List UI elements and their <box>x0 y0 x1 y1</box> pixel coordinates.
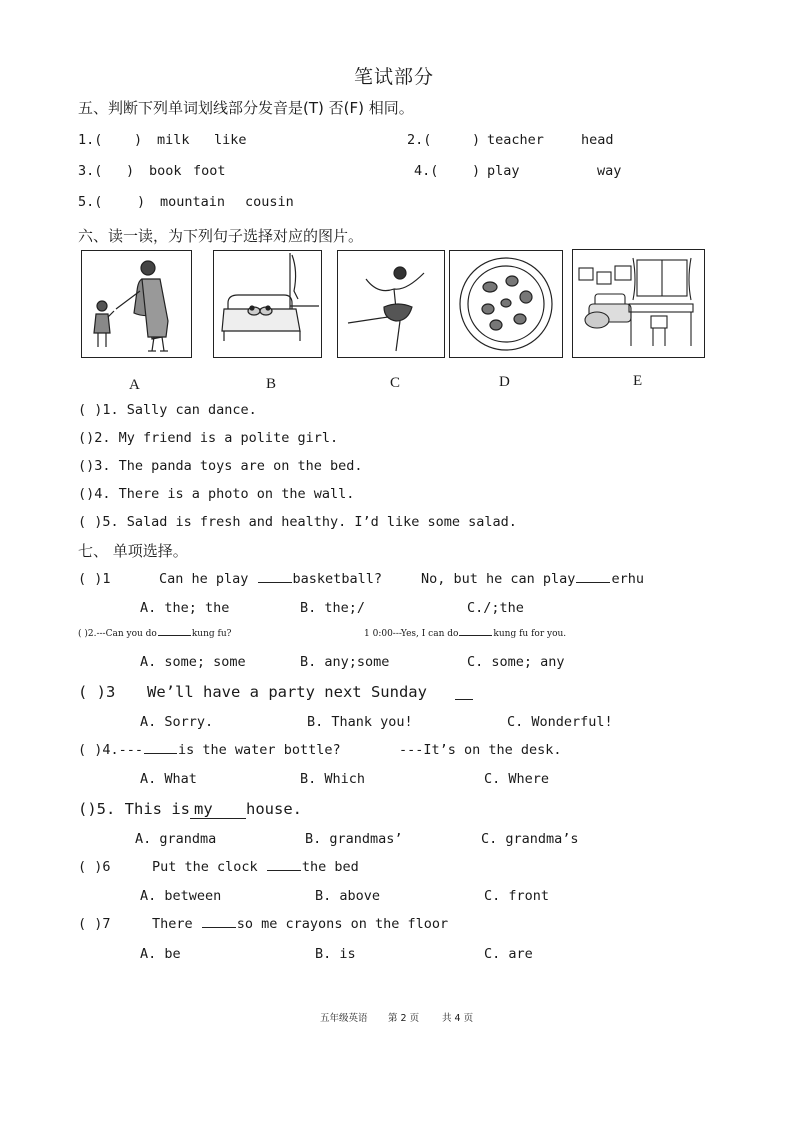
salad-plate-illustration <box>450 251 562 357</box>
picture-e <box>572 249 705 358</box>
q3-blank <box>455 699 473 700</box>
sentence-1: ( )1. Sally can dance. <box>78 402 257 418</box>
q6-blank <box>267 869 301 871</box>
q2-text-c: 1 0:00---Yes, I can do <box>364 629 459 639</box>
q1-text-c: No, but he can play <box>421 571 576 587</box>
q5-option-b: B. grandmas’ <box>305 831 403 847</box>
q6-text-b: the bed <box>301 859 359 875</box>
item-5-close: ) <box>137 194 146 210</box>
sentence-3: ()3. The panda toys are on the bed. <box>78 458 363 474</box>
q1-text-a: Can he play <box>159 571 249 587</box>
q4-option-c: C. Where <box>484 771 550 787</box>
item-3-word-1: book <box>149 163 182 179</box>
q5-text-b: my <box>194 800 213 818</box>
q2-option-a: A. some; some <box>140 654 246 670</box>
q5-text-c: house. <box>246 800 302 818</box>
q4-option-b: B. Which <box>300 771 366 787</box>
q2-text-b: kung fu? <box>191 629 232 639</box>
q7-option-c: C. are <box>484 946 533 962</box>
sentence-5: ( )5. Salad is fresh and healthy. I’d like some salad. <box>78 514 517 530</box>
item-5-word-1: mountain <box>160 194 226 210</box>
q6-option-b: B. above <box>315 888 381 904</box>
q7-number: ( )7 <box>78 916 111 932</box>
footer-page: 第 2 页 <box>388 1013 420 1024</box>
item-5-word-2: cousin <box>245 194 294 210</box>
q2-number: ( )2.---Can you do <box>78 629 157 639</box>
q4-option-a: A. What <box>140 771 197 787</box>
dancer-illustration <box>338 251 444 357</box>
q5-text-a: This is <box>124 800 190 818</box>
bed-illustration <box>214 251 321 357</box>
picture-d <box>449 250 563 358</box>
q1-option-c: C./;the <box>467 600 524 616</box>
picture-b <box>213 250 322 358</box>
footer-grade: 五年级英语 <box>320 1013 368 1024</box>
sentence-4: ()4. There is a photo on the wall. <box>78 486 355 502</box>
item-2-word-1: teacher <box>487 132 544 148</box>
q4-text-b: is the water bottle? <box>178 742 341 758</box>
q7-text-a: There <box>152 916 193 932</box>
item-4-close: ) <box>472 163 481 179</box>
room-illustration <box>573 250 704 357</box>
q1-stem-2 <box>421 571 644 587</box>
q3-text: We’ll have a party next Sunday <box>147 683 427 701</box>
q2-option-c: C. some; any <box>467 654 565 670</box>
q5-option-c: C. grandma’s <box>481 831 579 847</box>
item-3-num: 3.( <box>78 163 103 179</box>
item-1-close: ) <box>134 132 143 148</box>
item-4-num: 4.( <box>414 163 439 179</box>
q1-stem <box>159 571 382 587</box>
q1-option-b: B. the;/ <box>300 600 366 616</box>
item-3-close: ) <box>126 163 135 179</box>
q1-text-d: erhu <box>611 571 644 587</box>
q7-option-a: A. be <box>140 946 181 962</box>
adult-and-child-illustration <box>82 251 191 357</box>
item-5-num: 5.( <box>78 194 103 210</box>
q5-number: ()5. <box>78 800 116 818</box>
q6-option-a: A. between <box>140 888 222 904</box>
picture-c <box>337 250 445 358</box>
q6-number: ( )6 <box>78 859 111 875</box>
section-6-heading: 六、读一读，为下列句子选择对应的图片。 <box>78 227 364 245</box>
item-3-word-2: foot <box>193 163 226 179</box>
q2-stem <box>78 629 231 639</box>
q7-option-b: B. is <box>315 946 356 962</box>
q2-blank-2 <box>459 634 492 636</box>
page-title: 笔试部分 <box>354 66 435 88</box>
footer-total: 共 4 页 <box>442 1013 474 1024</box>
picture-label-c: C <box>390 375 401 391</box>
q1-option-a: A. the; the <box>140 600 230 616</box>
q6-text-a: Put the clock <box>152 859 258 875</box>
q4-blank <box>144 752 177 754</box>
picture-label-d: D <box>499 374 510 390</box>
section-5-heading: 五、判断下列单词划线部分发音是(T) 否(F) 相同。 <box>78 99 414 117</box>
q1-blank-2 <box>576 581 610 583</box>
item-1-word-1: milk <box>157 132 190 148</box>
q1-number: ( )1 <box>78 571 111 587</box>
q4-number: ( )4.--- <box>78 742 144 758</box>
item-1-word-2: like <box>214 132 247 148</box>
q3-number: ( )3 <box>78 683 116 701</box>
q1-blank-1 <box>258 581 292 583</box>
q4-text-c: ---It’s on the desk. <box>399 742 562 758</box>
item-2-word-2: head <box>581 132 614 148</box>
q2-stem-2 <box>364 629 566 639</box>
q7-text-b: so me crayons on the floor <box>236 916 449 932</box>
q5-blank <box>190 800 246 819</box>
item-2-close: ) <box>472 132 481 148</box>
picture-a <box>81 250 192 358</box>
picture-label-b: B <box>266 376 277 392</box>
item-1-num: 1.( <box>78 132 103 148</box>
q7-stem <box>152 916 448 932</box>
q3-option-a: A. Sorry. <box>140 714 214 730</box>
q5-stem <box>78 800 302 819</box>
section-7-heading: 七、 单项选择。 <box>78 542 188 560</box>
q6-option-c: C. front <box>484 888 550 904</box>
q2-text-d: kung fu for you. <box>493 629 567 639</box>
q3-option-b: B. Thank you! <box>307 714 413 730</box>
q7-blank <box>202 926 236 928</box>
q4-stem <box>78 742 341 758</box>
item-4-word-2: way <box>597 163 622 179</box>
picture-label-e: E <box>633 373 643 389</box>
item-4-word-1: play <box>487 163 520 179</box>
picture-label-a: A <box>129 377 140 393</box>
q2-blank-1 <box>158 634 191 636</box>
q1-text-b: basketball? <box>292 571 382 587</box>
item-2-num: 2.( <box>407 132 432 148</box>
q5-option-a: A. grandma <box>135 831 217 847</box>
q6-stem <box>152 859 359 875</box>
q2-option-b: B. any;some <box>300 654 390 670</box>
sentence-2: ()2. My friend is a polite girl. <box>78 430 339 446</box>
q3-option-c: C. Wonderful! <box>507 714 613 730</box>
